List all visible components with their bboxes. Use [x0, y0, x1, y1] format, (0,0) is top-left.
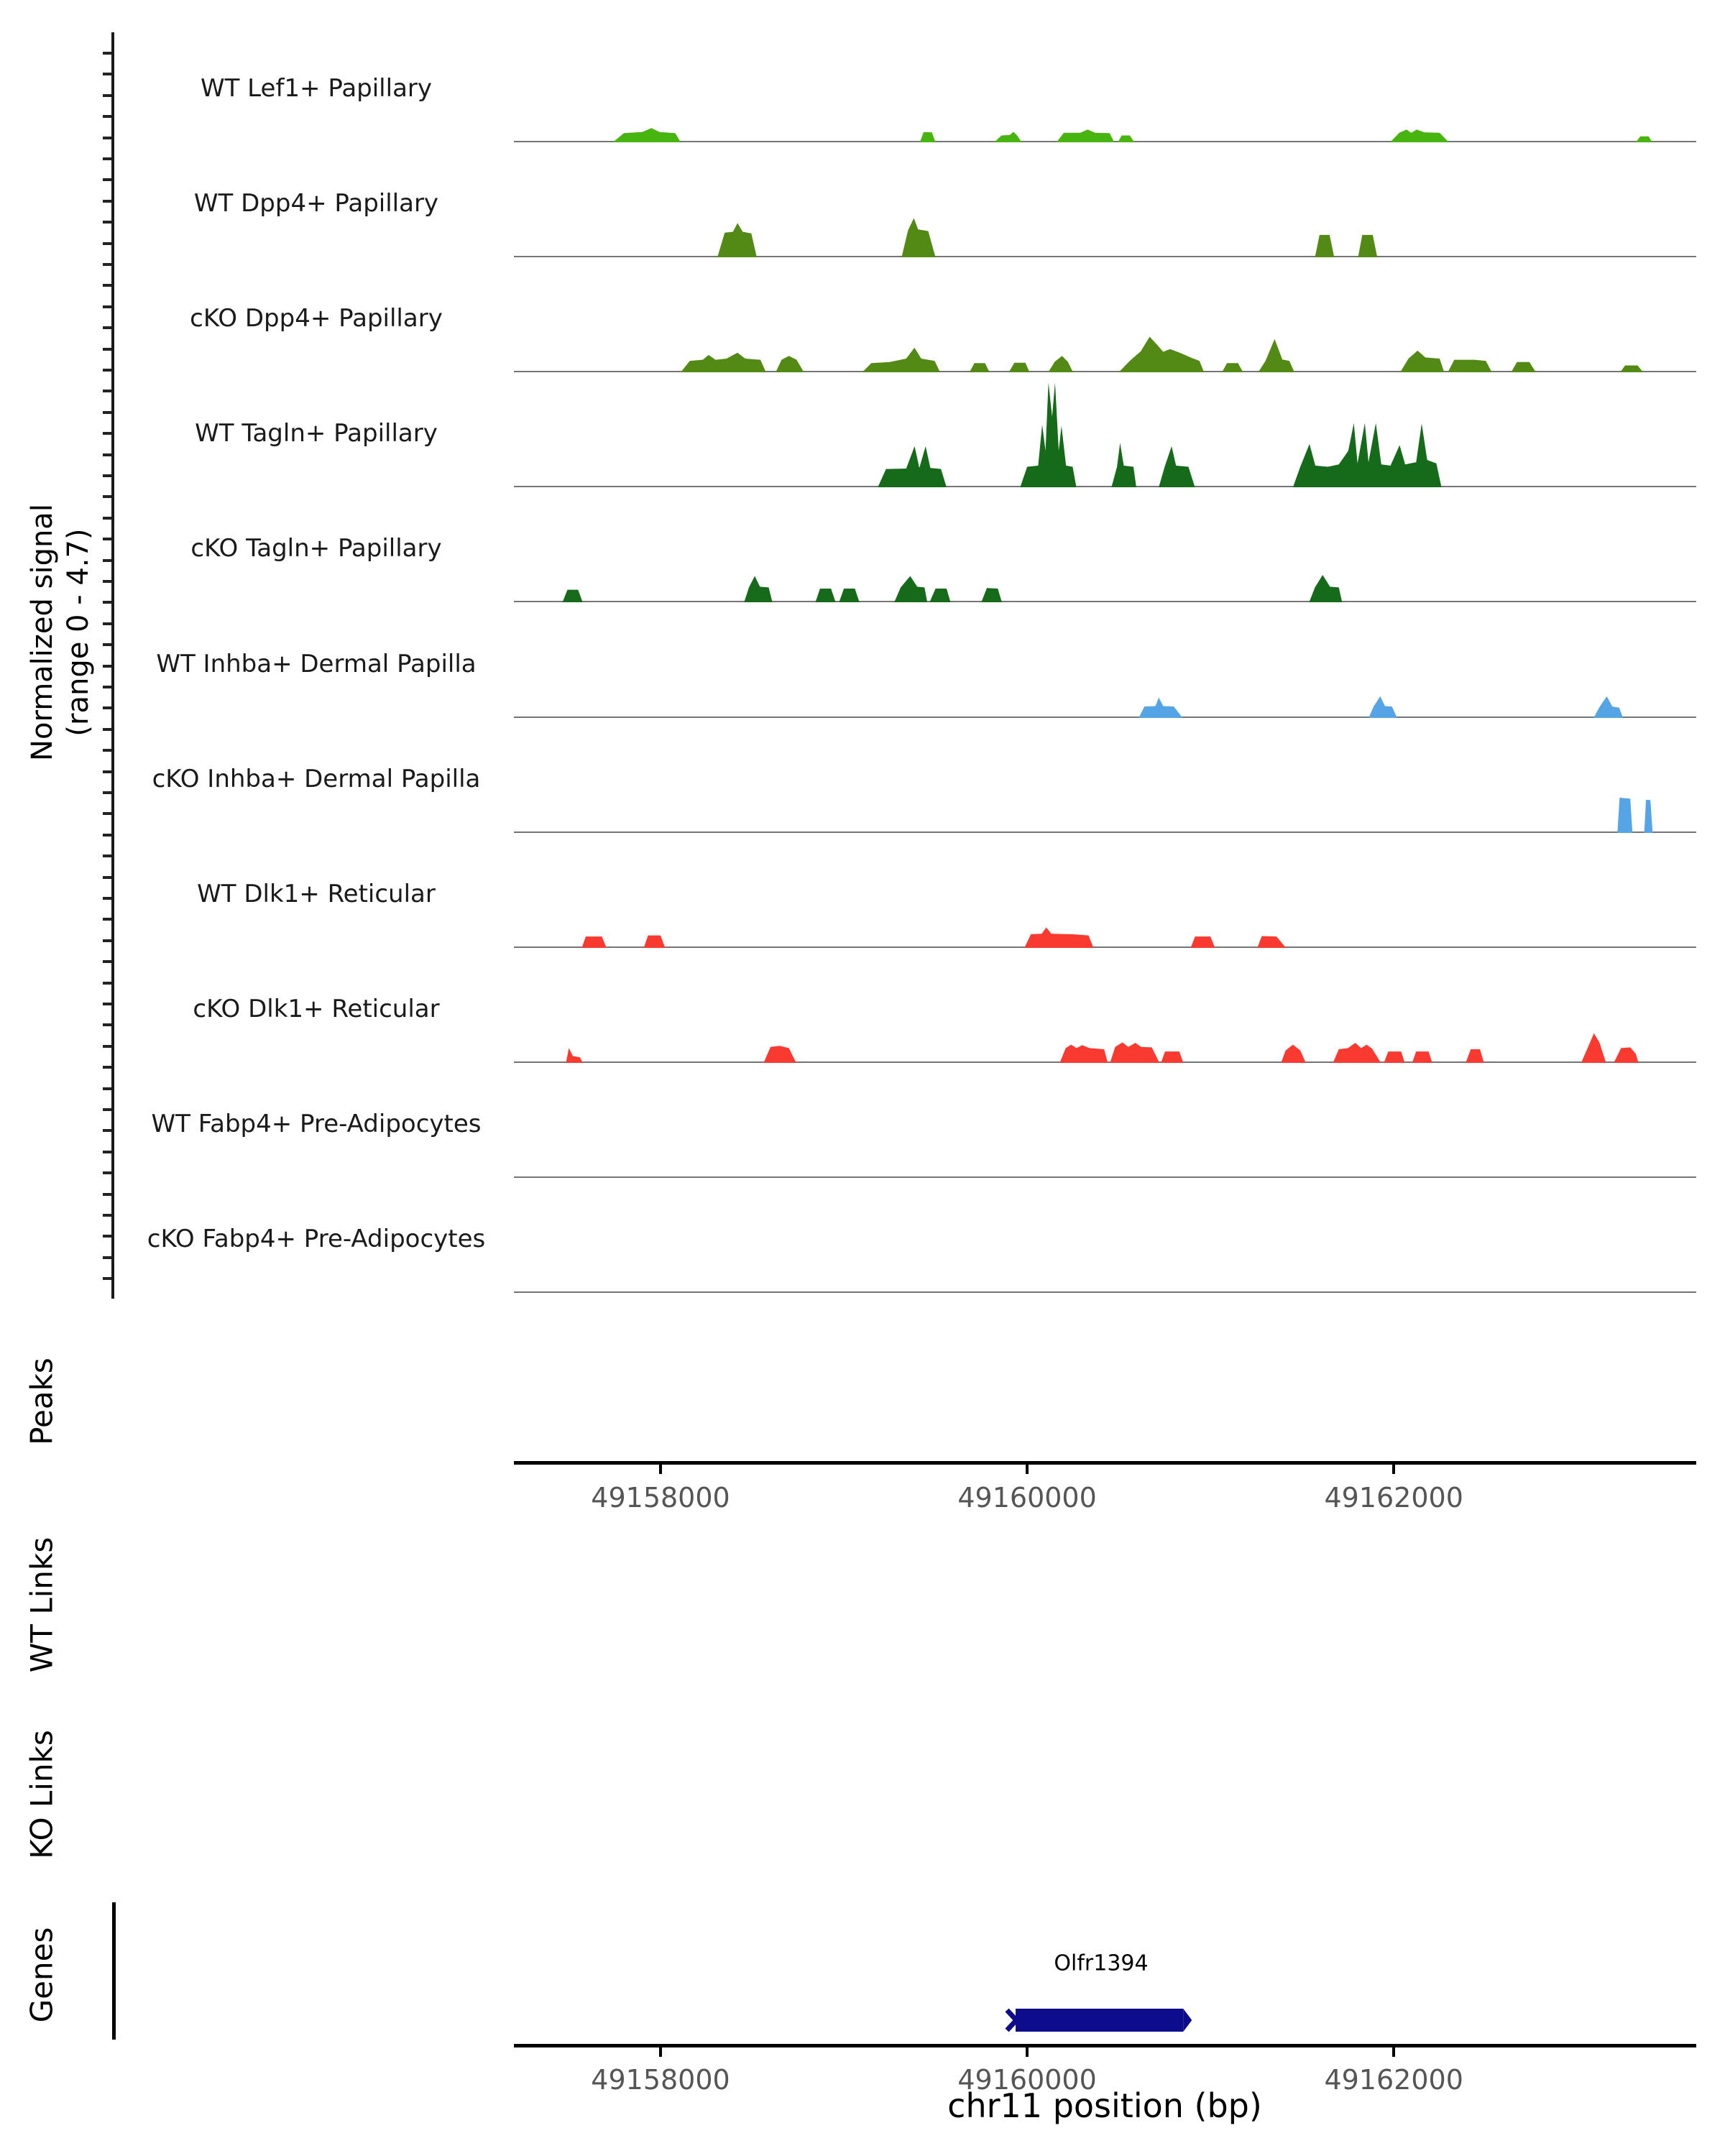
track-baseline — [514, 1291, 1696, 1293]
track-label: WT Fabp4+ Pre-Adipocytes — [151, 1109, 482, 1138]
signal-axis-tick — [103, 601, 111, 604]
signal-axis-tick — [103, 1256, 111, 1259]
signal-axis-tick — [103, 643, 111, 646]
signal-axis-tick — [103, 1087, 111, 1090]
track-signal-area — [566, 1033, 1638, 1063]
gene-body — [1016, 2009, 1183, 2032]
x-axis-tick-label: 49162000 — [1324, 1482, 1463, 1514]
track-signal — [514, 839, 1696, 948]
signal-axis-tick — [103, 390, 111, 392]
signal-axis-tick — [103, 52, 111, 55]
section-label-wt-links: WT Links — [24, 1537, 60, 1673]
signal-axis-tick — [103, 1193, 111, 1196]
signal-axis-tick — [103, 1023, 111, 1026]
track-signal-area — [613, 128, 1652, 142]
track-signal-area — [1617, 797, 1652, 832]
gene-name-label: Olfr1394 — [1054, 1950, 1149, 1976]
signal-axis-tick — [103, 242, 111, 245]
y-axis-label — [24, 504, 96, 761]
track-label: cKO Dlk1+ Reticular — [193, 994, 440, 1023]
track-signal-area — [681, 337, 1643, 373]
track-signal — [514, 264, 1696, 372]
genes-axis-bracket — [112, 1902, 116, 2040]
y-axis-label-line2: (range 0 - 4.7) — [62, 528, 95, 737]
track-signal-area — [1138, 696, 1623, 717]
track-baseline — [514, 1176, 1696, 1178]
x-axis-tick — [659, 1465, 662, 1474]
signal-axis-tick — [103, 348, 111, 351]
signal-axis-tick — [103, 178, 111, 181]
signal-axis-tick — [103, 1066, 111, 1069]
track-signal — [514, 609, 1696, 718]
track-label: cKO Dpp4+ Papillary — [190, 304, 443, 333]
signal-axis-tick — [103, 369, 111, 372]
signal-axis-tick — [103, 495, 111, 498]
track-label: cKO Inhba+ Dermal Papilla — [152, 764, 481, 793]
signal-axis-tick — [103, 284, 111, 287]
signal-axis-tick — [103, 1045, 111, 1048]
signal-axis-tick — [103, 1214, 111, 1217]
signal-axis-tick — [103, 854, 111, 857]
x-axis-tick-label: 49160000 — [957, 1482, 1097, 1514]
x-axis-tick-label: 49158000 — [591, 2064, 730, 2096]
track-label: cKO Fabp4+ Pre-Adipocytes — [147, 1225, 486, 1253]
signal-axis-tick — [103, 812, 111, 815]
track-signal-area — [717, 218, 1377, 258]
signal-axis-tick — [103, 749, 111, 752]
section-label-peaks: Peaks — [24, 1358, 60, 1445]
track-signal-area — [563, 575, 1343, 602]
signal-axis-tick — [103, 453, 111, 456]
y-axis-label-line1: Normalized signal — [26, 504, 59, 761]
track-signal — [514, 724, 1696, 833]
x-axis-tick-label: 49162000 — [1324, 2064, 1463, 2096]
signal-axis-tick — [103, 580, 111, 583]
signal-axis-tick — [103, 918, 111, 921]
gene-strand-arrow-tip — [1183, 2009, 1192, 2032]
track-signal-area — [878, 382, 1441, 487]
x-axis-tick — [1026, 1465, 1029, 1474]
x-axis-line — [514, 2044, 1696, 2047]
signal-axis-tick — [103, 221, 111, 224]
x-axis-tick — [1392, 1465, 1395, 1474]
x-axis-tick — [659, 2047, 662, 2057]
signal-axis-tick — [103, 263, 111, 266]
signal-axis-tick — [103, 728, 111, 731]
track-signal-area — [581, 927, 1286, 948]
x-axis-tick — [1392, 2047, 1395, 2057]
track-label: cKO Tagln+ Papillary — [190, 534, 442, 563]
track-signal — [514, 379, 1696, 487]
gene-strand-chevron — [1007, 2010, 1016, 2030]
track-label: WT Inhba+ Dermal Papilla — [156, 649, 477, 678]
x-axis-tick — [1026, 2047, 1029, 2057]
signal-axis-tick — [103, 411, 111, 414]
track-label: WT Dlk1+ Reticular — [197, 879, 436, 908]
section-label-genes: Genes — [24, 1927, 60, 2023]
signal-axis-tick — [103, 982, 111, 985]
track-label: WT Lef1+ Papillary — [200, 74, 433, 103]
signal-axis-tick — [103, 137, 111, 139]
x-axis-title: chr11 position (bp) — [947, 2086, 1262, 2125]
track-signal — [514, 954, 1696, 1063]
signal-axis-tick — [103, 706, 111, 709]
track-signal — [514, 34, 1696, 142]
x-axis-tick-label: 49160000 — [957, 2064, 1097, 2096]
signal-axis-tick — [103, 834, 111, 837]
track-label: WT Tagln+ Papillary — [195, 419, 438, 448]
track-signal — [514, 494, 1696, 602]
signal-axis-tick — [103, 939, 111, 942]
track-label: WT Dpp4+ Papillary — [193, 189, 439, 218]
gene-body-glyph — [514, 2004, 1696, 2037]
signal-axis-tick — [103, 474, 111, 477]
signal-axis-tick — [103, 115, 111, 118]
signal-axis-tick — [103, 960, 111, 963]
signal-axis-tick — [103, 622, 111, 625]
signal-axis-tick — [103, 157, 111, 160]
section-label-ko-links: KO Links — [24, 1730, 60, 1859]
x-axis-tick-label: 49158000 — [591, 1482, 730, 1514]
signal-axis-tick — [103, 517, 111, 520]
track-signal — [514, 149, 1696, 257]
x-axis-line — [514, 1461, 1696, 1465]
signal-axis-tick — [103, 1151, 111, 1153]
signal-axis-tick — [103, 686, 111, 688]
signal-axis-tick — [103, 1171, 111, 1174]
signal-axis-tick — [103, 1277, 111, 1280]
